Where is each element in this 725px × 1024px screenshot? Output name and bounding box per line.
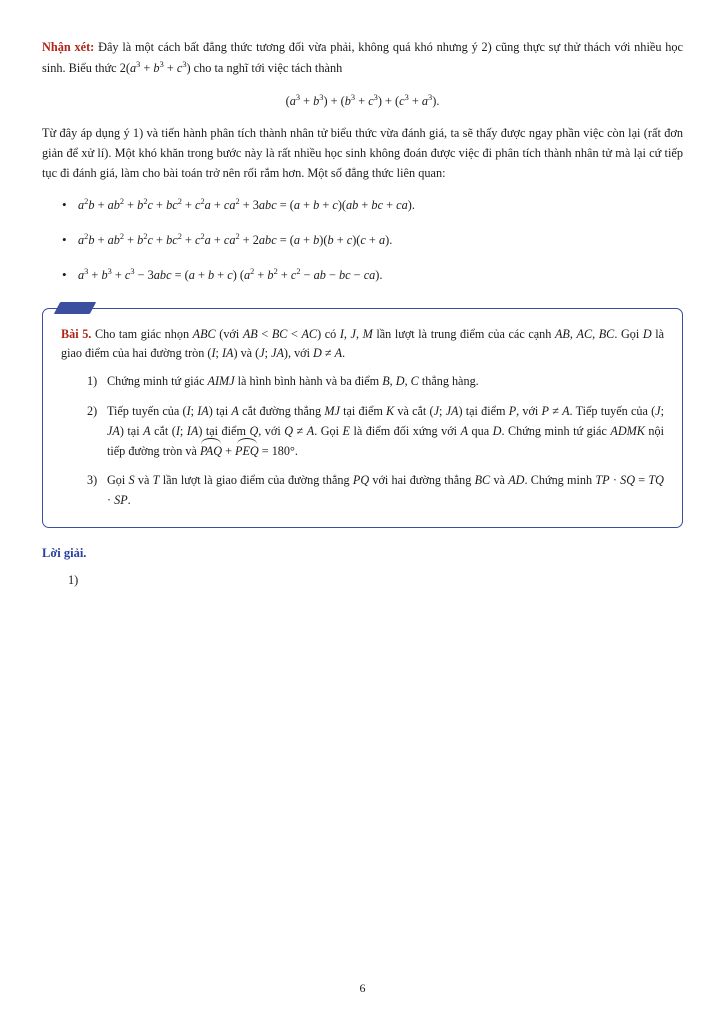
list-item bbox=[78, 230, 683, 251]
problem-statement bbox=[61, 325, 664, 365]
identity-list bbox=[42, 195, 683, 286]
inline-expression-1: $2(a^3 + b^3 + c^3)$ bbox=[119, 59, 191, 75]
identity-2: $a^2b + ab^2 + b^2c + bc^2 + c^2a + ca^2 + 2abc = (a + b)(b + c)(c + a)$. bbox=[78, 231, 393, 247]
problem-box bbox=[42, 308, 683, 528]
remark-text-post: cho ta nghĩ tới việc tách thành bbox=[190, 61, 343, 75]
display-equation bbox=[42, 93, 683, 109]
solution-item-1: 1) bbox=[68, 572, 79, 587]
remark-text-pre: Đây là một cách bất đẳng thức tương đối vừa phải, không quá khó nhưng ý 2) cũng thực sự thử thách với nhiều học sinh. Biểu thức bbox=[42, 40, 684, 75]
remark-paragraph-1 bbox=[42, 38, 683, 79]
problem-part-3: Gọi S và T lần lượt là giao điểm của đường thẳng PQ với hai đường thẳng BC và AD. Chứng minh TP · SQ = TQ · SP. bbox=[107, 473, 664, 508]
display-equation-math: $(a^3 + b^3) + (b^3 + c^3) + (c^3 + a^3)$. bbox=[285, 92, 440, 108]
problem-part-1: Chứng minh tứ giác AIMJ là hình bình hành và ba điểm B, D, C thẳng hàng. bbox=[107, 374, 479, 389]
list-item bbox=[78, 195, 683, 216]
remark-paragraph-2: Từ đây áp dụng ý 1) và tiến hành phân tích thành nhân tử biểu thức vừa đánh giá, ta sẽ thấy được ngay phần việc còn lại (rất đơn giản để xử lí). Một khó khăn trong bước này là rất nhiều học sinh không đoán được việc đi phân tích thành nhân tử mà lại cứ tiếp tục đi đánh giá, làm cho bài toán trở nên rối rắm hơn. Một số đẳng thức liên quan: bbox=[42, 126, 683, 180]
list-item bbox=[78, 265, 683, 286]
identity-3: $a^3 + b^3 + c^3 - 3abc = (a + b + c) (a^2 + b^2 + c^2$ − ab − bc − ca). bbox=[78, 266, 383, 282]
solution-label: Lời giải. bbox=[42, 545, 87, 560]
problem-statement-text: Cho tam giác nhọn ABC (với AB < BC < AC) có I, J, M lần lượt là trung điểm của các cạnh AB, AC, BC. Gọi D là giao điểm của hai đường tròn (I; IA) và (J; JA), với D ≠ A. bbox=[61, 326, 665, 361]
problem-label: Bài 5. bbox=[61, 326, 92, 341]
box-corner-decoration bbox=[54, 302, 96, 314]
identity-1: $a^2b + ab^2 + b^2c + bc^2 + c^2a + ca^2 + 3abc = (a + b + c)(ab$ + bc + ca). bbox=[78, 196, 415, 212]
page-number: 6 bbox=[359, 981, 366, 995]
remark-label: Nhận xét: bbox=[42, 40, 95, 54]
problem-parts-list bbox=[61, 372, 664, 511]
problem-part-2: Tiếp tuyến của (I; IA) tại A cắt đường thẳng MJ tại điểm K và cắt (J; JA) tại điểm P, với P ≠ A. Tiếp tuyến của (J; JA) tại A cắt (I; IA) tại điểm Q, với Q ≠ A. Gọi E là điểm đối xứng với A qua D. Chứng minh tứ giác ADMK nội tiếp đường tròn và PAQ + PEQ = 180°. bbox=[87, 402, 664, 461]
